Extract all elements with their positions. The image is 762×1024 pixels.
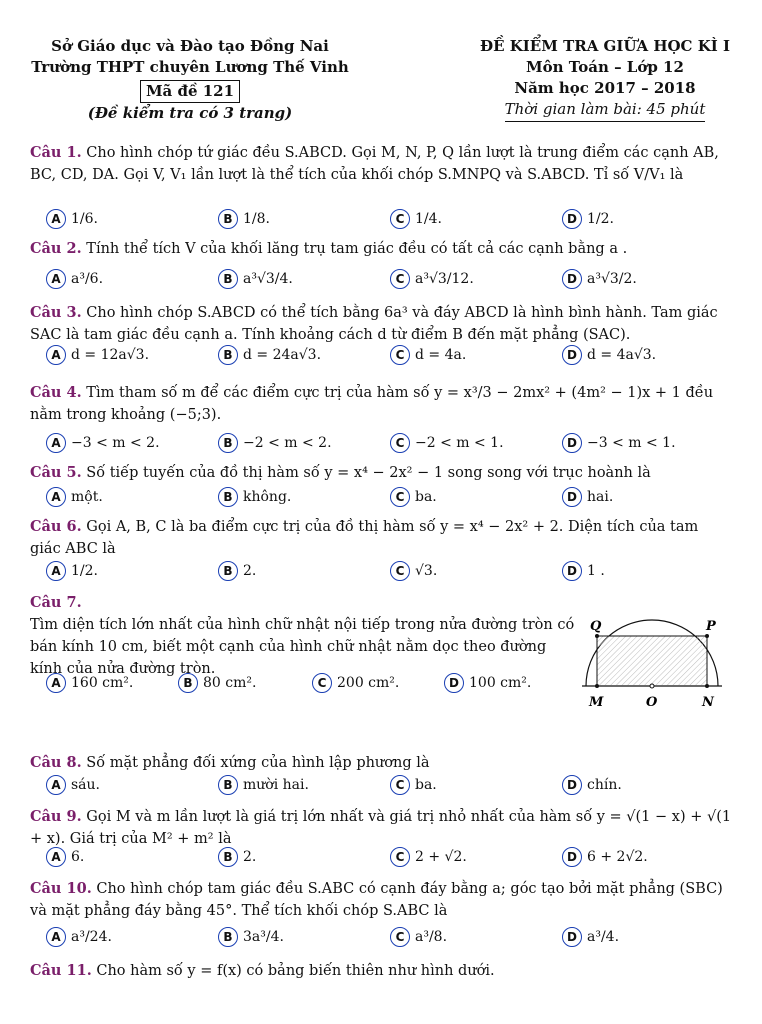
- question-label: Câu 2.: [30, 240, 82, 257]
- option-letter: C: [390, 927, 410, 947]
- label-n: N: [702, 695, 714, 710]
- option-letter: D: [562, 847, 582, 867]
- option-letter: A: [46, 209, 66, 229]
- label-o: O: [646, 695, 658, 710]
- option-text: d = 24a√3.: [243, 347, 322, 363]
- option-letter: C: [390, 433, 410, 453]
- question-8: [30, 752, 732, 774]
- option-d[interactable]: [562, 342, 656, 368]
- question-label: Câu 1.: [30, 144, 82, 161]
- option-letter: A: [46, 433, 66, 453]
- pages-note: (Đề kiểm tra có 3 trang): [87, 104, 293, 122]
- option-text: d = 4a√3.: [587, 347, 657, 363]
- option-text: 2 + √2.: [415, 849, 467, 865]
- question-text: Cho hình chóp tam giác đều S.ABC có cạnh đáy bằng a; góc tạo bởi mặt phẳng (SBC) và mặt phẳng đáy bằng 45°. Thể tích khối chóp S.ABC là: [30, 881, 723, 919]
- option-d[interactable]: [562, 924, 619, 950]
- option-text: 1/2.: [71, 563, 98, 579]
- header-left: [20, 36, 360, 124]
- question-text: Số mặt phẳng đối xứng của hình lập phương là: [86, 755, 430, 771]
- question-text: Tính thể tích V của khối lăng trụ tam giác đều có tất cả các cạnh bằng a .: [86, 241, 628, 257]
- option-c[interactable]: [390, 342, 466, 368]
- question-label: Câu 8.: [30, 754, 82, 771]
- semicircle-rectangle-figure: [576, 612, 736, 712]
- option-b[interactable]: [218, 266, 293, 292]
- option-letter: B: [178, 673, 198, 693]
- point-q: [595, 634, 599, 638]
- option-letter: B: [218, 209, 238, 229]
- option-text: 100 cm².: [469, 675, 532, 691]
- option-b[interactable]: [178, 670, 256, 696]
- option-a[interactable]: [46, 484, 103, 510]
- option-c[interactable]: [390, 924, 447, 950]
- question-label: Câu 6.: [30, 518, 82, 535]
- option-c[interactable]: [390, 558, 437, 584]
- question-text: Tìm tham số m để các điểm cực trị của hàm số y = x³/3 − 2mx² + (4m² − 1)x + 1 đều nằm trong khoảng (−5;3).: [30, 385, 714, 423]
- option-text: −3 < m < 2.: [71, 435, 160, 451]
- option-letter: D: [562, 775, 582, 795]
- question-11: [30, 960, 732, 982]
- option-d[interactable]: [562, 206, 614, 232]
- option-text: −2 < m < 2.: [243, 435, 332, 451]
- option-c[interactable]: [390, 844, 467, 870]
- subject: Môn Toán – Lớp 12: [526, 58, 684, 76]
- exam-code: Mã đề 121: [140, 80, 240, 103]
- option-a[interactable]: [46, 430, 160, 456]
- option-a[interactable]: [46, 266, 103, 292]
- option-text: d = 4a.: [415, 347, 467, 363]
- point-o: [650, 684, 654, 688]
- option-text: a³√3/12.: [415, 271, 474, 287]
- question-label: Câu 4.: [30, 384, 82, 401]
- option-a[interactable]: [46, 772, 100, 798]
- option-text: mười hai.: [243, 777, 309, 793]
- option-letter: C: [390, 269, 410, 289]
- option-b[interactable]: [218, 430, 332, 456]
- option-c[interactable]: [390, 772, 437, 798]
- inscribed-rectangle: [597, 636, 707, 686]
- option-letter: A: [46, 269, 66, 289]
- option-letter: C: [390, 847, 410, 867]
- option-letter: A: [46, 927, 66, 947]
- option-c[interactable]: [390, 266, 474, 292]
- point-p: [705, 634, 709, 638]
- option-text: −3 < m < 1.: [587, 435, 676, 451]
- option-text: −2 < m < 1.: [415, 435, 504, 451]
- option-letter: A: [46, 775, 66, 795]
- option-letter: C: [390, 487, 410, 507]
- option-text: 3a³/4.: [243, 929, 284, 945]
- question-text: Tìm diện tích lớn nhất của hình chữ nhật nội tiếp trong nửa đường tròn có bán kính 10 cm, biết một cạnh của hình chữ nhật nằm dọc theo đường kính của nửa đường tròn.: [30, 617, 575, 677]
- question-label: Câu 9.: [30, 808, 82, 825]
- option-text: ba.: [415, 777, 437, 793]
- question-text: Cho hình chóp S.ABCD có thể tích bằng 6a³ và đáy ABCD là hình bình hành. Tam giác SAC là tam giác đều cạnh a. Tính khoảng cách d từ điểm B đến mặt phẳng (SAC).: [30, 305, 718, 343]
- label-m: M: [589, 695, 604, 710]
- option-letter: C: [390, 775, 410, 795]
- header-right: [470, 36, 740, 122]
- option-d[interactable]: [562, 558, 605, 584]
- option-letter: B: [218, 847, 238, 867]
- option-d[interactable]: [562, 772, 622, 798]
- option-letter: D: [562, 209, 582, 229]
- exam-title: ĐỀ KIỂM TRA GIỮA HỌC KÌ I: [479, 37, 731, 55]
- question-text: Cho hình chóp tứ giác đều S.ABCD. Gọi M, N, P, Q lần lượt là trung điểm các cạnh AB, BC, CD, DA. Gọi V, V₁ lần lượt là thể tích của khối chóp S.MNPQ và S.ABCD. Tỉ số V/V₁ là: [30, 145, 719, 183]
- option-letter: B: [218, 269, 238, 289]
- option-a[interactable]: [46, 558, 98, 584]
- option-a[interactable]: [46, 342, 149, 368]
- question-1: [30, 142, 732, 186]
- option-letter: A: [46, 847, 66, 867]
- option-d[interactable]: [562, 430, 676, 456]
- option-c[interactable]: [312, 670, 399, 696]
- option-text: d = 12a√3.: [71, 347, 150, 363]
- option-d[interactable]: [562, 844, 648, 870]
- option-letter: C: [390, 209, 410, 229]
- question-text: Gọi M và m lần lượt là giá trị lớn nhất và giá trị nhỏ nhất của hàm số y = √(1 − x) + √(1 + x). Giá trị của M² + m² là: [30, 809, 732, 847]
- option-letter: A: [46, 487, 66, 507]
- option-text: 6 + 2√2.: [587, 849, 648, 865]
- option-text: 1/2.: [587, 211, 614, 227]
- question-2: [30, 238, 732, 260]
- option-b[interactable]: [218, 844, 256, 870]
- question-text: Cho hàm số y = f(x) có bảng biến thiên như hình dưới.: [96, 963, 495, 979]
- option-letter: C: [390, 345, 410, 365]
- option-d[interactable]: [562, 266, 637, 292]
- option-text: √3.: [415, 563, 438, 579]
- option-letter: B: [218, 433, 238, 453]
- question-5: [30, 462, 732, 484]
- option-letter: A: [46, 345, 66, 365]
- option-text: không.: [243, 489, 292, 505]
- option-d[interactable]: [562, 484, 613, 510]
- option-b[interactable]: [218, 772, 309, 798]
- option-c[interactable]: [390, 206, 442, 232]
- option-b[interactable]: [218, 206, 270, 232]
- option-text: 2.: [243, 849, 257, 865]
- school-year: Năm học 2017 – 2018: [514, 79, 696, 97]
- option-text: một.: [71, 489, 103, 505]
- question-label: Câu 7.: [30, 594, 82, 611]
- option-letter: D: [562, 433, 582, 453]
- option-letter: B: [218, 345, 238, 365]
- option-letter: D: [562, 561, 582, 581]
- option-text: ba.: [415, 489, 437, 505]
- dept-name: Sở Giáo dục và Đào tạo Đồng Nai: [51, 37, 329, 55]
- option-letter: D: [562, 345, 582, 365]
- option-a[interactable]: [46, 670, 133, 696]
- option-text: a³/8.: [415, 929, 448, 945]
- option-letter: A: [46, 561, 66, 581]
- question-label: Câu 11.: [30, 962, 92, 979]
- option-letter: A: [46, 673, 66, 693]
- question-label: Câu 3.: [30, 304, 82, 321]
- question-label: Câu 10.: [30, 880, 92, 897]
- option-letter: B: [218, 487, 238, 507]
- option-text: sáu.: [71, 777, 100, 793]
- label-p: P: [706, 619, 716, 634]
- option-b[interactable]: [218, 924, 284, 950]
- question-3: [30, 302, 732, 346]
- option-c[interactable]: [390, 430, 504, 456]
- question-10: [30, 878, 732, 922]
- question-label: Câu 5.: [30, 464, 82, 481]
- option-text: 200 cm².: [337, 675, 400, 691]
- option-text: chín.: [587, 777, 622, 793]
- option-a[interactable]: [46, 844, 84, 870]
- option-text: hai.: [587, 489, 614, 505]
- duration: Thời gian làm bài: 45 phút: [505, 99, 706, 122]
- option-text: 1/4.: [415, 211, 442, 227]
- option-letter: B: [218, 927, 238, 947]
- option-a[interactable]: [46, 206, 98, 232]
- option-letter: D: [562, 487, 582, 507]
- option-letter: D: [562, 269, 582, 289]
- option-text: 1 .: [587, 563, 605, 579]
- point-m: [595, 684, 599, 688]
- option-b[interactable]: [218, 558, 256, 584]
- option-text: 80 cm².: [203, 675, 257, 691]
- question-text: Gọi A, B, C là ba điểm cực trị của đồ thị hàm số y = x⁴ − 2x² + 2. Diện tích của tam giác ABC là: [30, 519, 699, 557]
- option-letter: B: [218, 561, 238, 581]
- option-text: 6.: [71, 849, 85, 865]
- option-a[interactable]: [46, 924, 112, 950]
- option-b[interactable]: [218, 342, 321, 368]
- option-d[interactable]: [444, 670, 531, 696]
- option-text: 1/6.: [71, 211, 98, 227]
- option-letter: B: [218, 775, 238, 795]
- option-letter: C: [390, 561, 410, 581]
- question-text: Số tiếp tuyến của đồ thị hàm số y = x⁴ − 2x² − 1 song song với trục hoành là: [86, 465, 651, 481]
- option-text: 1/8.: [243, 211, 270, 227]
- option-text: 160 cm².: [71, 675, 134, 691]
- school-name: Trường THPT chuyên Lương Thế Vinh: [31, 58, 349, 76]
- option-text: a³/24.: [71, 929, 112, 945]
- point-n: [705, 684, 709, 688]
- option-c[interactable]: [390, 484, 437, 510]
- question-7: [30, 592, 575, 680]
- option-text: a³/4.: [587, 929, 620, 945]
- option-letter: D: [562, 927, 582, 947]
- option-b[interactable]: [218, 484, 291, 510]
- option-letter: D: [444, 673, 464, 693]
- option-text: a³/6.: [71, 271, 104, 287]
- question-4: [30, 382, 732, 426]
- label-q: Q: [590, 619, 602, 634]
- option-letter: C: [312, 673, 332, 693]
- option-text: 2.: [243, 563, 257, 579]
- option-text: a³√3/4.: [243, 271, 293, 287]
- option-text: a³√3/2.: [587, 271, 637, 287]
- question-6: [30, 516, 732, 560]
